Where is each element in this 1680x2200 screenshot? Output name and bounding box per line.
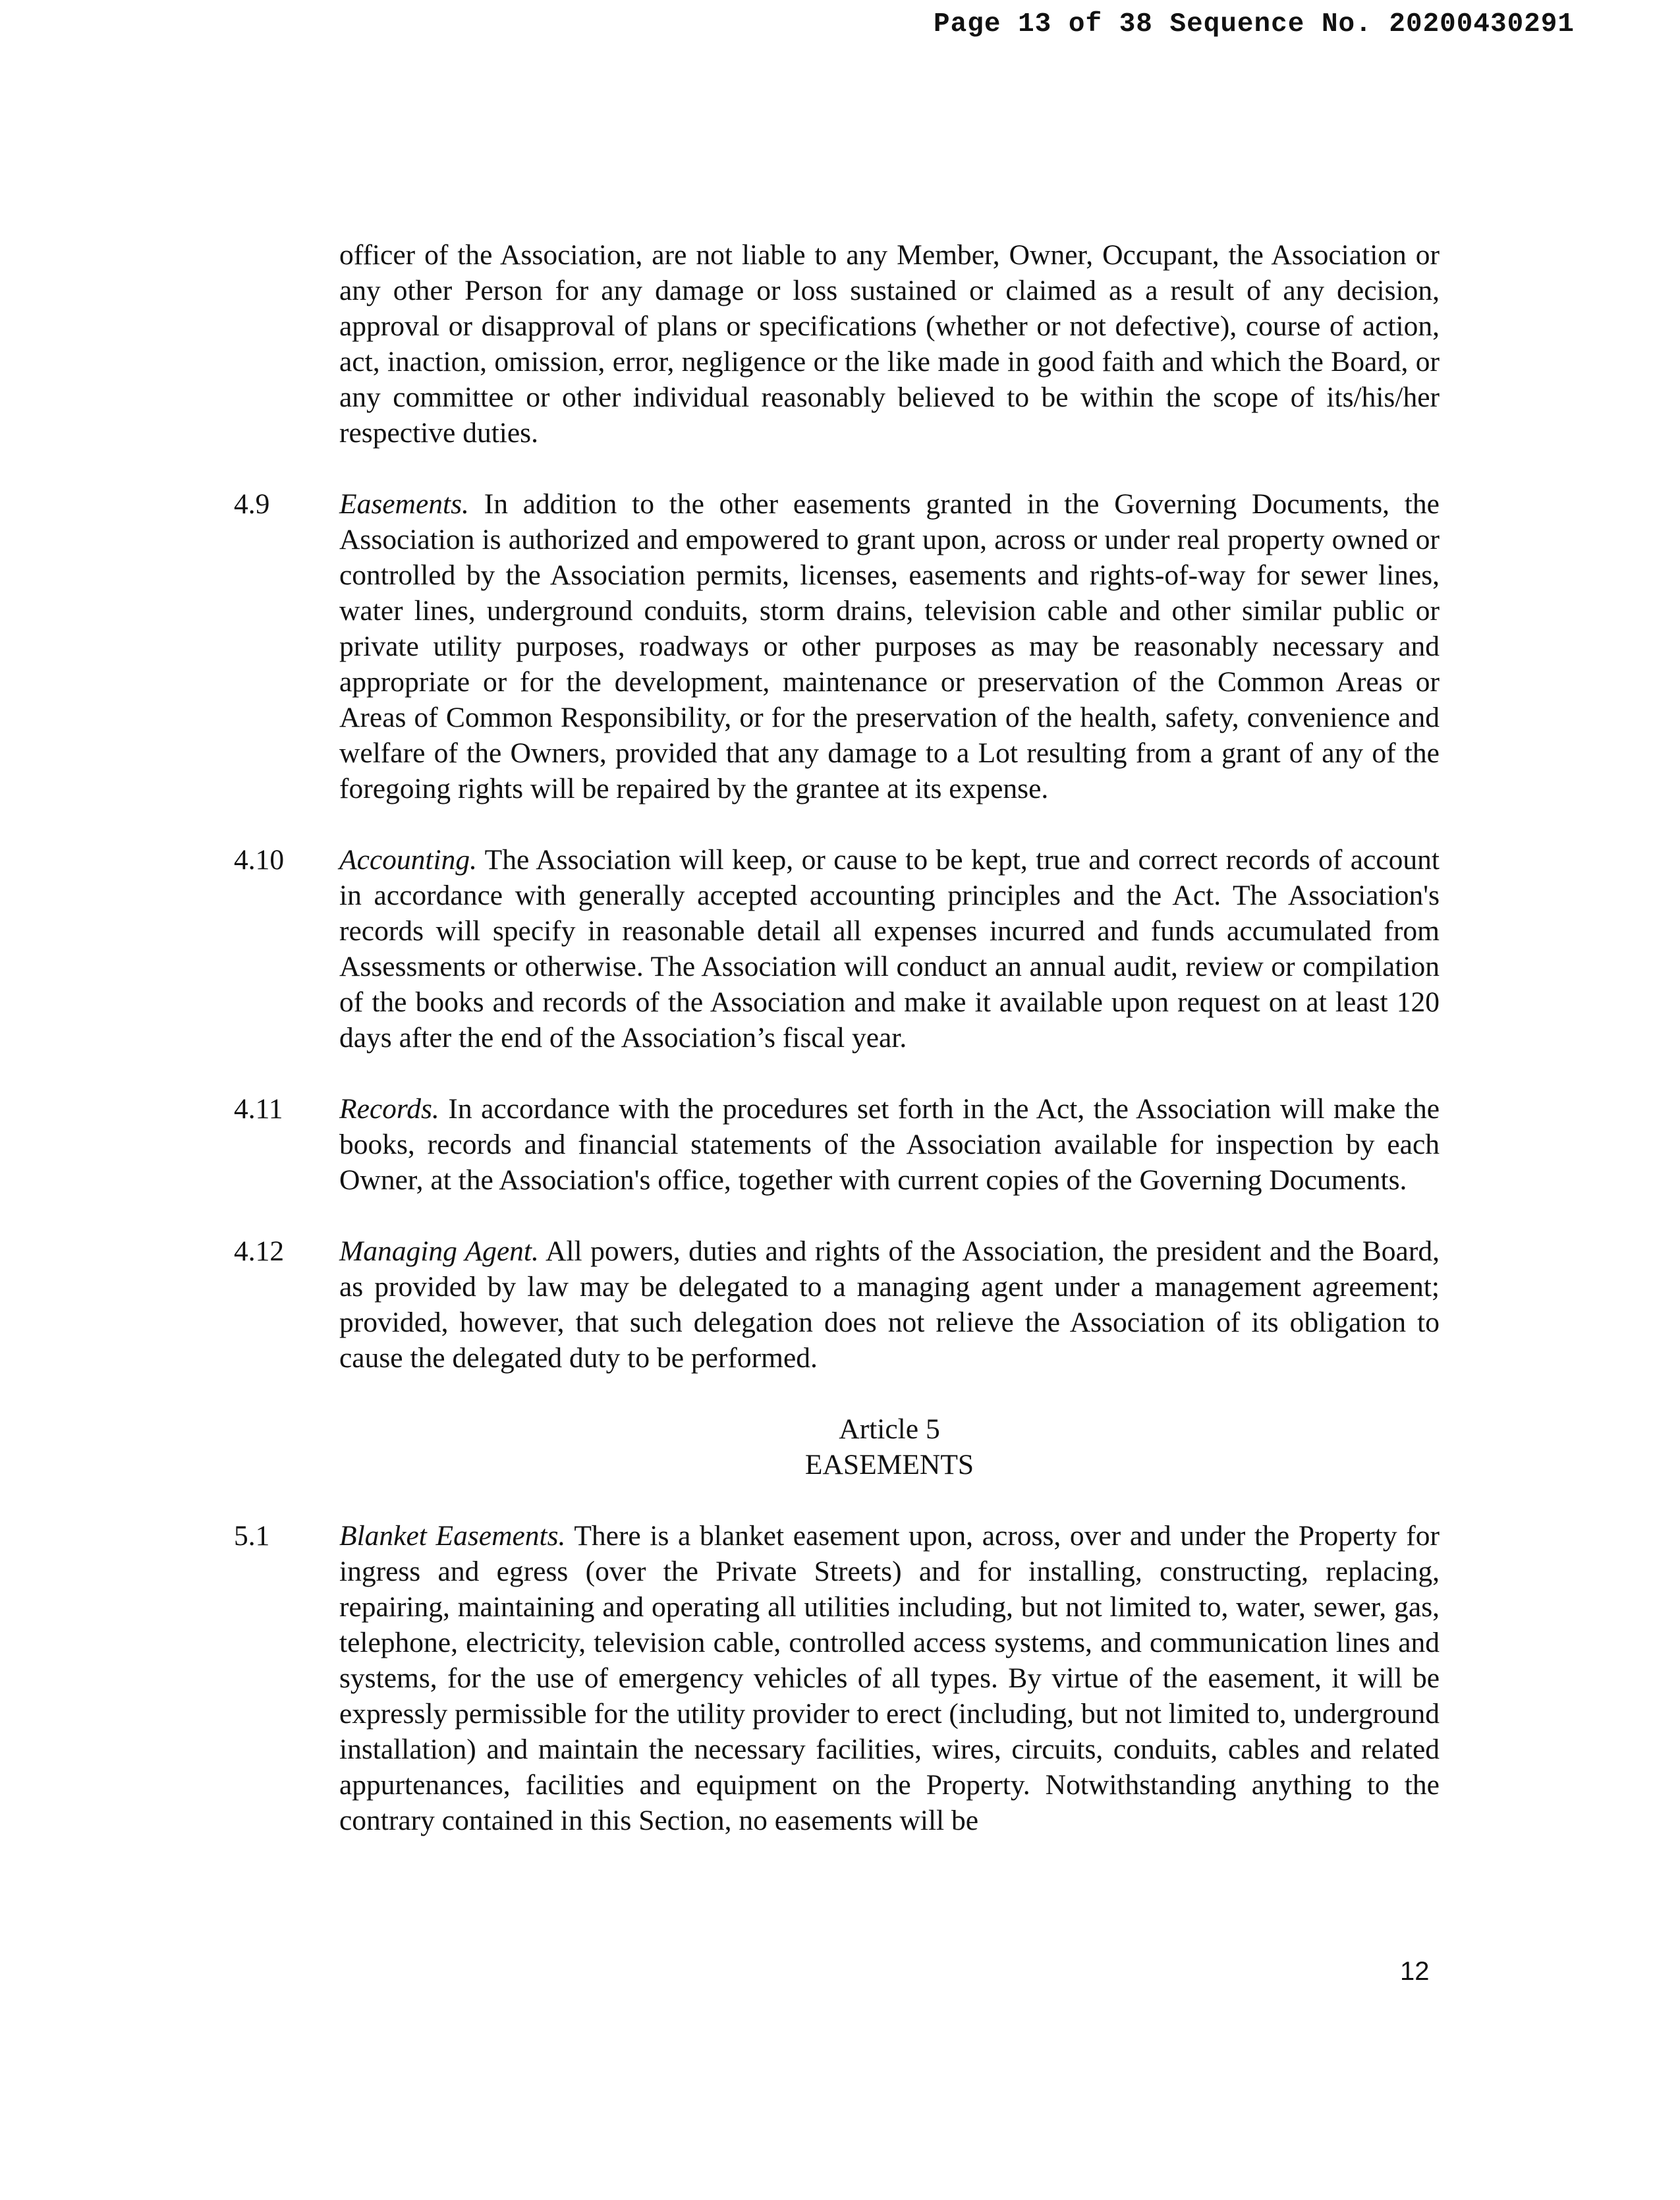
- section-text: In accordance with the procedures set forth in the Act, the Association will make the books, records and financial statements of the Association available for inspection by each Owner, at the Association's office, together with current copies of the Governing Documents.: [339, 1093, 1440, 1196]
- section-body: [339, 842, 1440, 1056]
- section-number: 4.12: [234, 1235, 285, 1267]
- section-number: 5.1: [234, 1520, 270, 1552]
- section-title: Records.: [339, 1093, 439, 1125]
- page-number: 12: [1400, 1957, 1430, 1986]
- section-4-10: [234, 842, 1440, 1056]
- article-heading: [339, 1411, 1440, 1482]
- section-number: 4.11: [234, 1093, 283, 1125]
- section-title: Managing Agent.: [339, 1235, 539, 1267]
- section-4-11: [234, 1091, 1440, 1198]
- section-number: 4.10: [234, 844, 285, 876]
- section-4-9: [234, 486, 1440, 806]
- section-5-1: [234, 1518, 1440, 1838]
- section-number: 4.9: [234, 488, 270, 520]
- section-title: Accounting.: [339, 844, 477, 876]
- document-page: [234, 237, 1440, 1838]
- section-body: [339, 1091, 1440, 1198]
- page-sequence-stamp: Page 13 of 38 Sequence No. 20200430291: [934, 9, 1575, 40]
- article-label: Article 5: [839, 1413, 940, 1445]
- article-title: EASEMENTS: [804, 1449, 974, 1481]
- section-text: In addition to the other easements granted in the Governing Documents, the Association is authorized and empowered to grant upon, across or under real property owned or controlled by the Association permits, licenses, easements and rights-of-way for sewer lines, water lines, underground conduits, storm drains, television cable and other similar public or private utility purposes, roadways or other purposes as may be reasonably necessary and appropriate or for the development, maintenance or preservation of the Common Areas or Areas of Common Responsibility, or for the preservation of the health, safety, convenience and welfare of the Owners, provided that any damage to a Lot resulting from a grant of any of the foregoing rights will be repaired by the grantee at its expense.: [339, 488, 1440, 804]
- section-body: [339, 1518, 1440, 1838]
- section-text: There is a blanket easement upon, across, over and under the Property for ingress and egress (over the Private Streets) and for installing, constructing, replacing, repairing, maintaining and operating all utilities including, but not limited to, water, sewer, gas, telephone, electricity, television cable, controlled access systems, and communication lines and systems, for the use of emergency vehicles of all types. By virtue of the easement, it will be expressly permissible for the utility provider to erect (including, but not limited to, underground installation) and maintain the necessary facilities, wires, circuits, conduits, cables and related appurtenances, facilities and equipment on the Property. Notwithstanding anything to the contrary contained in this Section, no easements will be: [339, 1520, 1440, 1836]
- section-title: Blanket Easements.: [339, 1520, 566, 1552]
- section-body: [339, 486, 1440, 806]
- section-title: Easements.: [339, 488, 469, 520]
- intro-paragraph: officer of the Association, are not liable to any Member, Owner, Occupant, the Association or any other Person for any damage or loss sustained or claimed as a result of any decision, approval or disapproval of plans or specifications (whether or not defective), course of action, act, inaction, omission, error, negligence or the like made in good faith and which the Board, or any committee or other individual reasonably believed to be within the scope of its/his/her respective duties.: [339, 239, 1440, 449]
- section-body: [339, 1233, 1440, 1376]
- section-text: All powers, duties and rights of the Association, the president and the Board, as provided by law may be delegated to a managing agent under a management agreement; provided, however, that such delegation does not relieve the Association of its obligation to cause the delegated duty to be performed.: [339, 1235, 1440, 1374]
- section-text: The Association will keep, or cause to be kept, true and correct records of account in accordance with generally accepted accounting principles and the Act. The Association's records will specify in reasonable detail all expenses incurred and funds accumulated from Assessments or otherwise. The Association will conduct an annual audit, review or compilation of the books and records of the Association and make it available upon request on at least 120 days after the end of the Association’s fiscal year.: [339, 844, 1440, 1054]
- section-4-12: [234, 1233, 1440, 1376]
